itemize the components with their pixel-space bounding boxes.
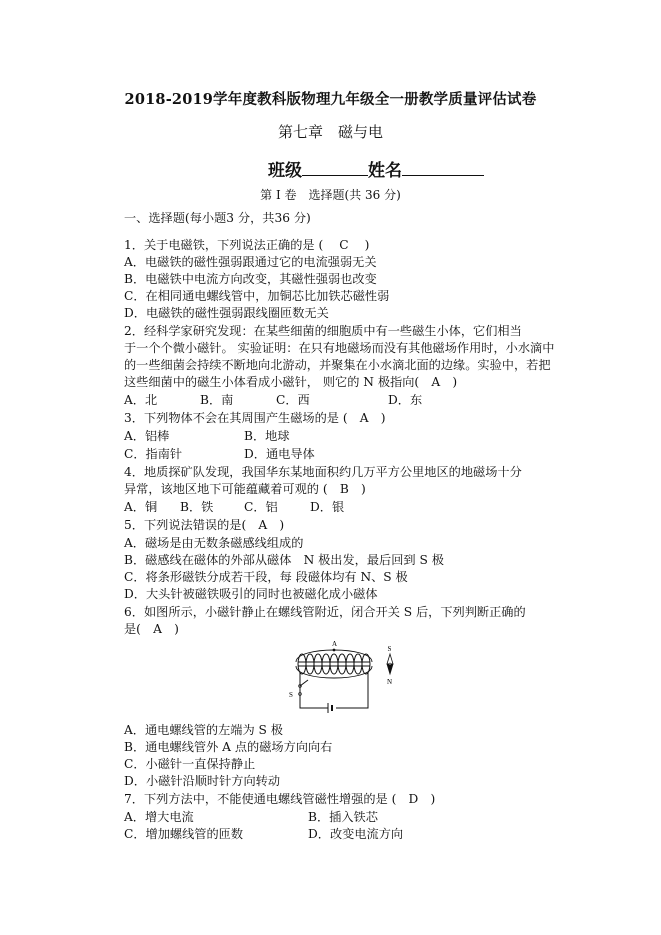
needle-bottom-label: N	[387, 678, 393, 686]
question-7-option-b: B．插入铁芯	[308, 810, 378, 824]
question-7-option-a: A．增大电流	[124, 810, 194, 824]
question-2-stem-line-3: 的一些细菌会持续不断地向北游动，并聚集在小水滴北面的边缘。实验中，若把	[124, 358, 551, 372]
question-2-stem-line-4: 这些细菌中的磁生小体看成小磁针， 则它的 N 极指向( A )	[124, 375, 458, 389]
name-blank[interactable]	[402, 159, 484, 176]
solenoid-circuit-diagram	[286, 640, 406, 720]
question-4-option-b: B．铁	[180, 500, 214, 514]
question-6-stem-line-2: 是( A )	[124, 622, 179, 636]
question-3-option-c: C．指南针	[124, 447, 183, 461]
question-1-stem: 1．关于电磁铁，下列说法正确的是 ( C )	[124, 238, 370, 252]
question-2-stem-line-1: 2．经科学家研究发现：在某些细菌的细胞质中有一些磁生小体，它们相当	[124, 324, 522, 338]
question-4-option-c: C．铝	[244, 500, 278, 514]
question-3-option-d: D．通电导体	[244, 447, 315, 461]
section-heading: 一、选择题(每小题3 分，共36 分)	[124, 211, 311, 225]
question-3-stem: 3．下列物体不会在其周围产生磁场的是 ( A )	[124, 411, 386, 425]
question-7-option-c: C．增加螺线管的匝数	[124, 827, 244, 841]
question-4-option-d: D．银	[310, 500, 345, 514]
question-1-option-b: B．电磁铁中电流方向改变，其磁性强弱也改变	[124, 272, 377, 286]
question-7-option-d: D．改变电流方向	[308, 827, 404, 841]
exam-title: 2018-2019学年度教科版物理九年级全一册教学质量评估试卷	[124, 91, 537, 108]
question-2-option-c: C．西	[276, 393, 310, 407]
solenoid-coil	[298, 654, 370, 674]
question-6-stem-line-1: 6．如图所示，小磁针静止在螺线管附近，闭合开关 S 后，下列判断正确的	[124, 605, 526, 619]
point-a-marker	[333, 649, 336, 652]
question-2-option-a: A．北	[124, 393, 158, 407]
point-a-label: A	[332, 640, 338, 648]
switch-label: S	[289, 691, 293, 699]
question-4-stem-line-1: 4．地质探矿队发现，我国华东某地面积约几万平方公里地区的地磁场十分	[124, 465, 522, 479]
question-2-option-b: B．南	[200, 393, 234, 407]
question-1-option-c: C．在相同通电螺线管中，加铜芯比加铁芯磁性弱	[124, 289, 390, 303]
question-1-option-d: D．电磁铁的磁性强弱跟线圈匝数无关	[124, 306, 329, 320]
question-4-option-a: A．铜	[124, 500, 158, 514]
question-6-option-a: A．通电螺线管的左端为 S 极	[124, 723, 283, 737]
question-5-stem: 5．下列说法错误的是( A )	[124, 518, 285, 532]
question-5-option-a: A．磁场是由无数条磁感线组成的	[124, 536, 304, 550]
student-info-row	[268, 156, 484, 181]
chapter-title: 第七章 磁与电	[277, 123, 383, 141]
question-6-option-d: D．小磁针沿顺时针方向转动	[124, 774, 281, 788]
name-label: 姓名	[368, 161, 402, 181]
needle-top-label: S	[387, 645, 392, 653]
compass-needle-icon	[387, 654, 393, 674]
question-2-stem-line-2: 于一个个微小磁针。 实验证明：在只有地磁场而没有其他磁场作用时，小水滴中	[124, 341, 555, 355]
part-title: 第 I 卷 选择题(共 36 分)	[260, 188, 401, 202]
question-5-option-c: C．将条形磁铁分成若干段，每 段磁体均有 N、S 极	[124, 570, 408, 584]
question-6-option-b: B．通电螺线管外 A 点的磁场方向向右	[124, 740, 333, 754]
question-3-option-b: B．地球	[244, 429, 290, 443]
question-2-option-d: D．东	[388, 393, 423, 407]
class-label: 班级	[268, 161, 302, 181]
question-1-option-a: A．电磁铁的磁性强弱跟通过它的电流强弱无关	[124, 255, 377, 269]
question-6-option-c: C．小磁针一直保持静止	[124, 757, 256, 771]
question-5-option-b: B．磁感线在磁体的外部从磁体 N 极出发，最后回到 S 极	[124, 553, 444, 567]
question-5-option-d: D．大头针被磁铁吸引的同时也被磁化成小磁体	[124, 587, 378, 601]
question-3-option-a: A．铝棒	[124, 429, 170, 443]
battery-icon	[328, 703, 332, 713]
class-blank[interactable]	[302, 159, 368, 176]
question-4-stem-line-2: 异常，该地区地下可能蕴藏着可观的 ( B )	[124, 482, 366, 496]
question-7-stem: 7．下列方法中，不能使通电螺线管磁性增强的是 ( D )	[124, 792, 436, 806]
